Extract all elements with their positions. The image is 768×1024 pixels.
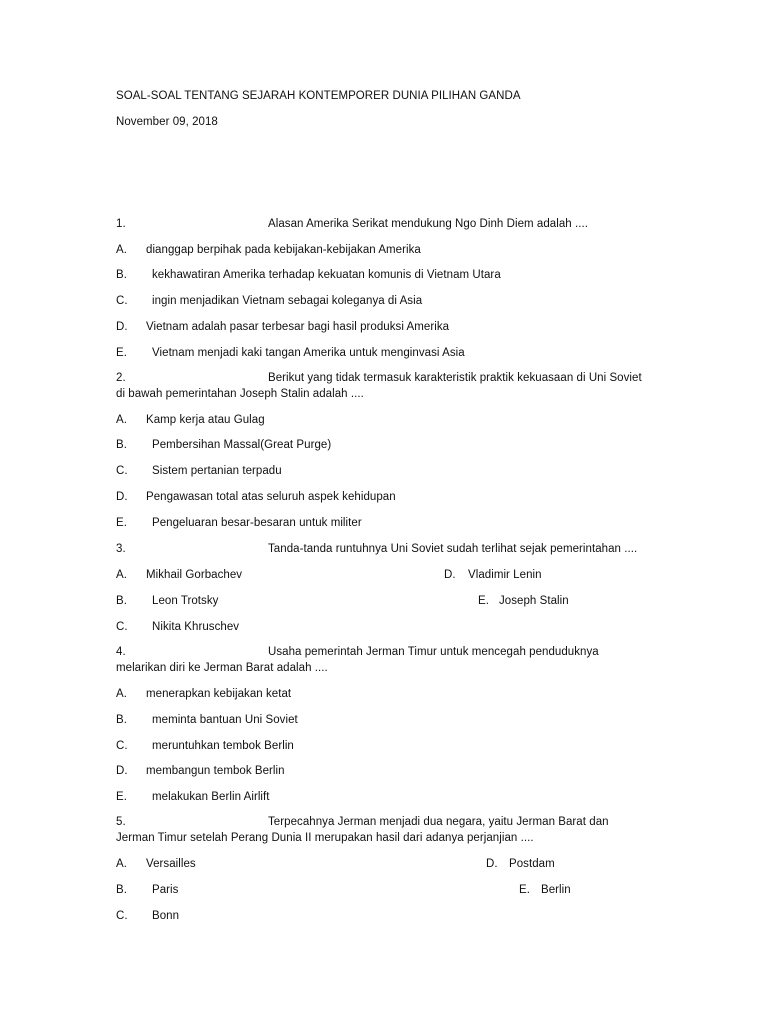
option-letter: A.	[116, 244, 127, 256]
option-text: ingin menjadikan Vietnam sebagai koleganya di Asia	[152, 295, 423, 307]
option-letter: D.	[444, 569, 456, 581]
option-letter: C.	[116, 621, 128, 633]
option-text: Sistem pertanian terpadu	[152, 465, 282, 477]
document-title: SOAL-SOAL TENTANG SEJARAH KONTEMPORER DUNIA PILIHAN GANDA	[116, 90, 521, 102]
option-letter: D.	[116, 491, 128, 503]
option-letter: E.	[116, 517, 127, 529]
question-number: 4.	[116, 646, 126, 658]
question-text-continued: melarikan diri ke Jerman Barat adalah ....	[116, 662, 328, 674]
option-text: Vietnam adalah pasar terbesar bagi hasil produksi Amerika	[146, 321, 450, 333]
option-text: kekhawatiran Amerika terhadap kekuatan komunis di Vietnam Utara	[152, 269, 501, 281]
question-text: Alasan Amerika Serikat mendukung Ngo Dinh Diem adalah ....	[268, 218, 588, 230]
option-letter: A.	[116, 858, 127, 870]
option-letter: D.	[116, 321, 128, 333]
option-letter: B.	[116, 884, 127, 896]
option-letter: D.	[116, 765, 128, 777]
option-letter: C.	[116, 740, 128, 752]
question-number: 1.	[116, 218, 126, 230]
option-text: Kamp kerja atau Gulag	[146, 414, 265, 426]
option-text: Versailles	[146, 858, 196, 870]
option-text: dianggap berpihak pada kebijakan-kebijakan Amerika	[146, 244, 421, 256]
question-number: 5.	[116, 816, 126, 828]
option-letter: E.	[478, 595, 489, 607]
option-text: membangun tembok Berlin	[146, 765, 285, 777]
question-text-continued: di bawah pemerintahan Joseph Stalin adalah ....	[116, 388, 364, 400]
option-letter: A.	[116, 414, 127, 426]
document-date: November 09, 2018	[116, 116, 218, 128]
option-text: meruntuhkan tembok Berlin	[152, 740, 294, 752]
option-letter: C.	[116, 465, 128, 477]
option-text: Pengeluaran besar-besaran untuk militer	[152, 517, 362, 529]
option-text: Joseph Stalin	[499, 595, 569, 607]
option-text: Nikita Khruschev	[152, 621, 240, 633]
question-number: 3.	[116, 543, 126, 555]
option-letter: B.	[116, 595, 127, 607]
option-text: Postdam	[509, 858, 555, 870]
option-letter: A.	[116, 569, 127, 581]
option-letter: A.	[116, 688, 127, 700]
question-text-continued: Jerman Timur setelah Perang Dunia II merupakan hasil dari adanya perjanjian ....	[116, 832, 534, 844]
option-letter: D.	[486, 858, 498, 870]
option-text: Vladimir Lenin	[468, 569, 542, 581]
option-text: Pengawasan total atas seluruh aspek kehidupan	[146, 491, 396, 503]
question-number: 2.	[116, 372, 126, 384]
option-text: meminta bantuan Uni Soviet	[152, 714, 298, 726]
option-text: Bonn	[152, 910, 180, 922]
option-letter: B.	[116, 439, 127, 451]
option-letter: B.	[116, 269, 127, 281]
option-letter: C.	[116, 910, 128, 922]
option-text: Berlin	[541, 884, 571, 896]
question-text: Tanda-tanda runtuhnya Uni Soviet sudah terlihat sejak pemerintahan ....	[268, 543, 638, 555]
option-text: menerapkan kebijakan ketat	[146, 688, 292, 700]
question-text: Berikut yang tidak termasuk karakteristik praktik kekuasaan di Uni Soviet	[268, 372, 642, 384]
question-text: Usaha pemerintah Jerman Timur untuk mencegah penduduknya	[268, 646, 599, 658]
option-letter: B.	[116, 714, 127, 726]
option-text: Mikhail Gorbachev	[146, 569, 243, 581]
option-text: melakukan Berlin Airlift	[152, 791, 270, 803]
option-text: Pembersihan Massal(Great Purge)	[152, 439, 332, 451]
option-letter: C.	[116, 295, 128, 307]
option-text: Vietnam menjadi kaki tangan Amerika untuk menginvasi Asia	[152, 347, 465, 359]
option-letter: E.	[519, 884, 530, 896]
option-letter: E.	[116, 347, 127, 359]
option-text: Leon Trotsky	[152, 595, 219, 607]
option-text: Paris	[152, 884, 179, 896]
option-letter: E.	[116, 791, 127, 803]
question-text: Terpecahnya Jerman menjadi dua negara, yaitu Jerman Barat dan	[268, 816, 609, 828]
